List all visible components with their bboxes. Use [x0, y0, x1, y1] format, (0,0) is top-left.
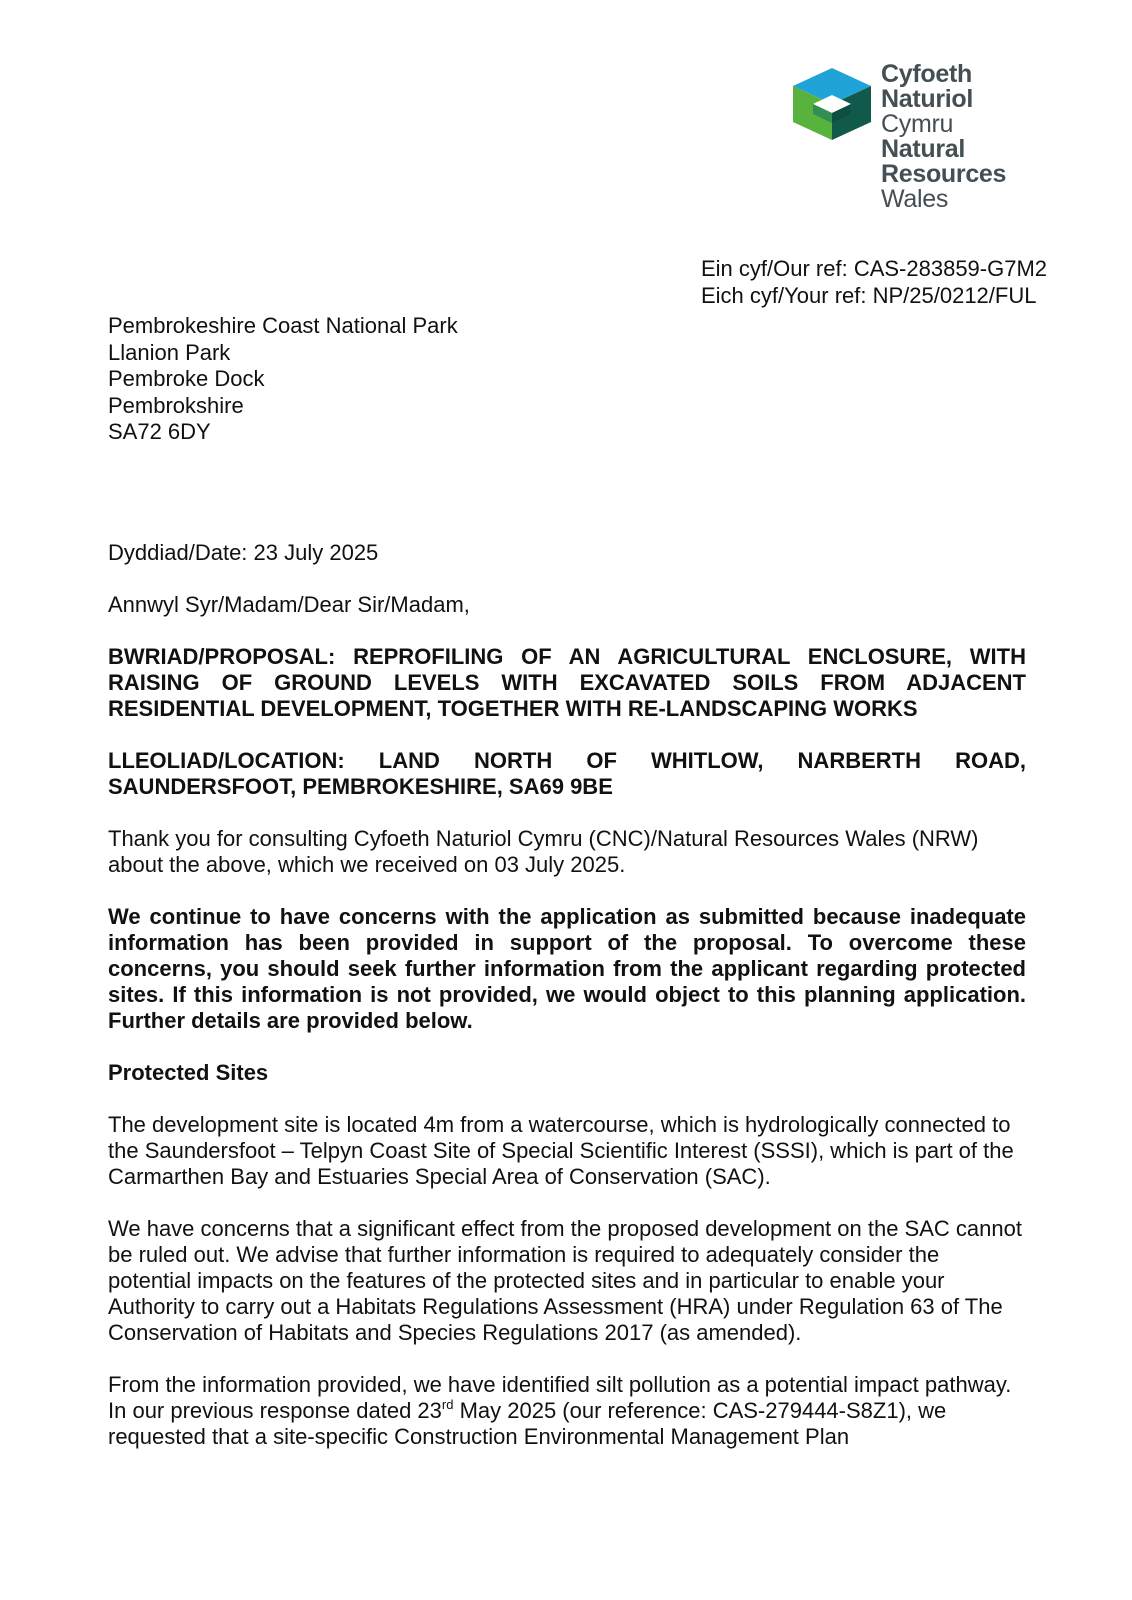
concern-paragraph: We continue to have concerns with the application as submitted because inadequate information has been provided in support of the proposal. To overcome these concerns, you should seek further information from the applicant regarding protected sites. If this information is not provided, we would object to this planning application. Further details are provided below. [108, 904, 1026, 1033]
proposal-heading: BWRIAD/PROPOSAL: REPROFILING OF AN AGRICULTURAL ENCLOSURE, WITH RAISING OF GROUND LEVELS WITH EXCAVATED SOILS FROM ADJACENT RESIDENTIAL DEVELOPMENT, TOGETHER WITH RE-LANDSCAPING WORKS [108, 644, 1026, 721]
nrw-logo [793, 62, 1033, 222]
reference-block [701, 255, 1047, 309]
logo-welsh-line2: Naturiol [881, 85, 974, 113]
protected-sites-paragraph-3 [108, 1372, 1026, 1450]
nrw-logo-mark-icon [793, 68, 871, 140]
protected-sites-paragraph-2: We have concerns that a significant effect from the proposed development on the SAC cannot be ruled out. We advise that further information is required to adequately consider the potential impacts on the features of the protected sites and in particular to enable your Authority to carry out a Habitats Regulations Assessment (HRA) under Regulation 63 of The Conservation of Habitats and Species Regulations 2017 (as amended). [108, 1216, 1022, 1345]
section-heading: Protected Sites [108, 1060, 269, 1085]
para3-text-start: From the information provided, we have identified silt pollution as a potential impact pathway. In our previous response dated 23 [108, 1372, 1012, 1423]
para3-text-end: May 2025 (our reference: CAS-279444-S8Z1), we requested that a site-specific Construction Environmental Management Plan [108, 1398, 947, 1449]
logo-wordmark [881, 62, 1006, 212]
address-line: SA72 6DY [108, 419, 211, 444]
salutation: Annwyl Syr/Madam/Dear Sir/Madam, [108, 592, 470, 617]
protected-sites-paragraph-1: The development site is located 4m from a watercourse, which is hydrologically connected to the Saundersfoot – Telpyn Coast Site of Special Scientific Interest (SSSI), which is part of the Carmarthen Bay and Estuaries Special Area of Conservation (SAC). [108, 1112, 1014, 1189]
address-line: Pembrokshire [108, 392, 244, 418]
logo-english-line1: Natural [881, 135, 966, 163]
logo-english-line2: Resources [881, 160, 1007, 188]
logo-english-line3: Wales [881, 185, 949, 213]
address-line: Pembroke Dock [108, 366, 265, 391]
location-heading: LLEOLIAD/LOCATION: LAND NORTH OF WHITLOW, NARBERTH ROAD, SAUNDERSFOOT, PEMBROKESHIRE, SA69 9BE [108, 748, 1026, 799]
para3-ordinal-suffix: rd [441, 1397, 454, 1412]
your-reference: Eich cyf/Your ref: NP/25/0212/FUL [701, 283, 1037, 308]
intro-paragraph: Thank you for consulting Cyfoeth Naturiol Cymru (CNC)/Natural Resources Wales (NRW) about the above, which we received on 03 July 2025. [108, 826, 979, 877]
logo-welsh-line1: Cyfoeth [881, 60, 972, 88]
letter-date: Dyddiad/Date: 23 July 2025 [108, 540, 379, 565]
address-line: Pembrokeshire Coast National Park [108, 313, 458, 338]
logo-welsh-line3: Cymru [881, 110, 954, 138]
our-reference: Ein cyf/Our ref: CAS-283859-G7M2 [701, 256, 1048, 281]
address-line: Llanion Park [108, 339, 231, 365]
letter-body [108, 540, 1026, 1476]
recipient-address [108, 313, 458, 446]
